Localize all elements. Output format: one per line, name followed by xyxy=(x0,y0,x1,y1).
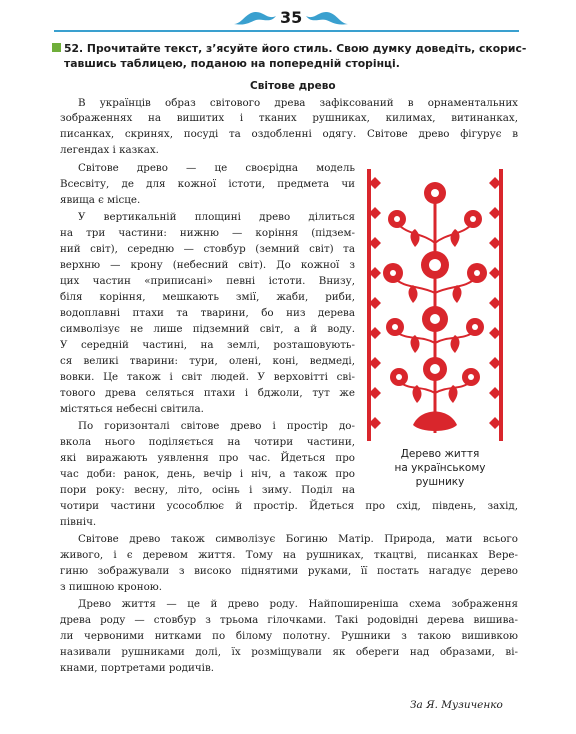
text-line: древа роду — стовбур з трьома гілочками. Такі родовідні дерева вишива- xyxy=(60,614,518,626)
text-line: на три частини: нижню — коріння (підзем- xyxy=(60,227,355,239)
text-line: кнами, портретами родичів. xyxy=(60,662,215,674)
caption-line: на українському xyxy=(394,462,486,474)
text-line: час доби: ранок, день, вечір і ніч, а також про xyxy=(60,468,355,480)
text-line: цих частин «приписані» певні істоти. Внизу, xyxy=(60,275,355,287)
page-header xyxy=(0,0,576,34)
text-line: пори року: весну, літо, осінь і зиму. Поділ на xyxy=(60,484,355,496)
text-line: північ. xyxy=(60,516,97,528)
text-line: які виражають уявлення про час. Йдеться про xyxy=(60,452,355,464)
header-divider xyxy=(54,30,519,32)
text-line: ли червоними нитками по білому полотну. Рушники з такою вишивкою xyxy=(60,630,518,642)
text-line: У середній частині, на землі, розташовують- xyxy=(60,339,355,351)
caption-line: Дерево життя xyxy=(400,448,480,460)
task-instruction xyxy=(52,41,530,71)
article-title: Світове древо xyxy=(250,80,336,92)
text-line: ся великі тварини: тури, олені, коні, ведмеді, xyxy=(60,355,355,367)
text-line: вовки. Це також і світ людей. У верховітті сві- xyxy=(60,371,355,383)
text-line: ний світ), середню — стовбур (земний світ) та xyxy=(60,243,355,255)
text-line: У вертикальній площині древо ділиться xyxy=(78,211,355,223)
figure-caption xyxy=(378,447,502,489)
task-marker-icon xyxy=(52,43,61,52)
text-line: верхню — крону (небесний світ). До кожної з xyxy=(60,259,355,271)
caption-line: рушнику xyxy=(415,476,465,488)
task-number: 52. xyxy=(64,42,84,55)
embroidered-towel-image xyxy=(363,163,507,459)
text-line: Всесвіту, де для кожної істоти, предмета чи xyxy=(60,178,355,190)
text-line: з пишною кроною. xyxy=(60,581,163,593)
task-text-line: Прочитайте текст, з’ясуйте його стиль. Свою думку доведіть, скорис- xyxy=(86,42,527,55)
text-line: Світове древо — це своєрідна модель xyxy=(78,162,355,174)
author-attribution: За Я. Музиченко xyxy=(410,699,503,711)
text-line: гиню зображували з високо піднятими руками, її постать нагадує дерево xyxy=(60,565,518,577)
text-line: живого, і є деревом життя. Тому на рушниках, ткацтві, писанках Вере- xyxy=(60,549,518,561)
text-line: легендах і казках. xyxy=(60,144,159,156)
wave-ornament-icon xyxy=(232,8,278,28)
text-line: водоплавні птахи та тварини, бо низ дерева xyxy=(60,307,355,319)
task-text-line: тавшись таблицею, поданою на попередній сторінці. xyxy=(64,57,400,70)
text-line: чотири частини усособлює й простір. Йдеться про схід, південь, захід, xyxy=(60,500,518,512)
text-line: вкола нього поділяється на чотири частини, xyxy=(60,436,355,448)
text-line: явища є місце. xyxy=(60,194,141,206)
page-number: 35 xyxy=(280,8,303,27)
text-line: містяться небесні світила. xyxy=(60,403,204,415)
text-line: біля коріння, мешкають змії, жаби, риби, xyxy=(60,291,355,303)
text-line: Світове древо також символізує Богиню Матір. Природа, мати всього xyxy=(78,533,518,545)
text-line: По горизонталі світове древо і простір до- xyxy=(78,420,355,432)
text-line: тового древа селяться птахи і бджоли, тут же xyxy=(60,387,355,399)
text-line: зображеннях на вишитих і тканих рушниках, килимах, витинанках, xyxy=(60,112,518,124)
text-line: називали рушниками долі, їх розміщували як обереги над образами, ві- xyxy=(60,646,518,658)
text-line: Древо життя — це й древо роду. Найпоширеніша схема зображення xyxy=(78,598,518,610)
text-line: В українців образ світового древа зафіксований в орнаментальних xyxy=(78,97,518,109)
text-line: писанках, скринях, посуді та оздобленні одягу. Світове древо фігурує в xyxy=(60,128,518,140)
wave-ornament-icon xyxy=(304,8,350,28)
text-line: символізує не лише підземний світ, а й воду. xyxy=(60,323,355,335)
